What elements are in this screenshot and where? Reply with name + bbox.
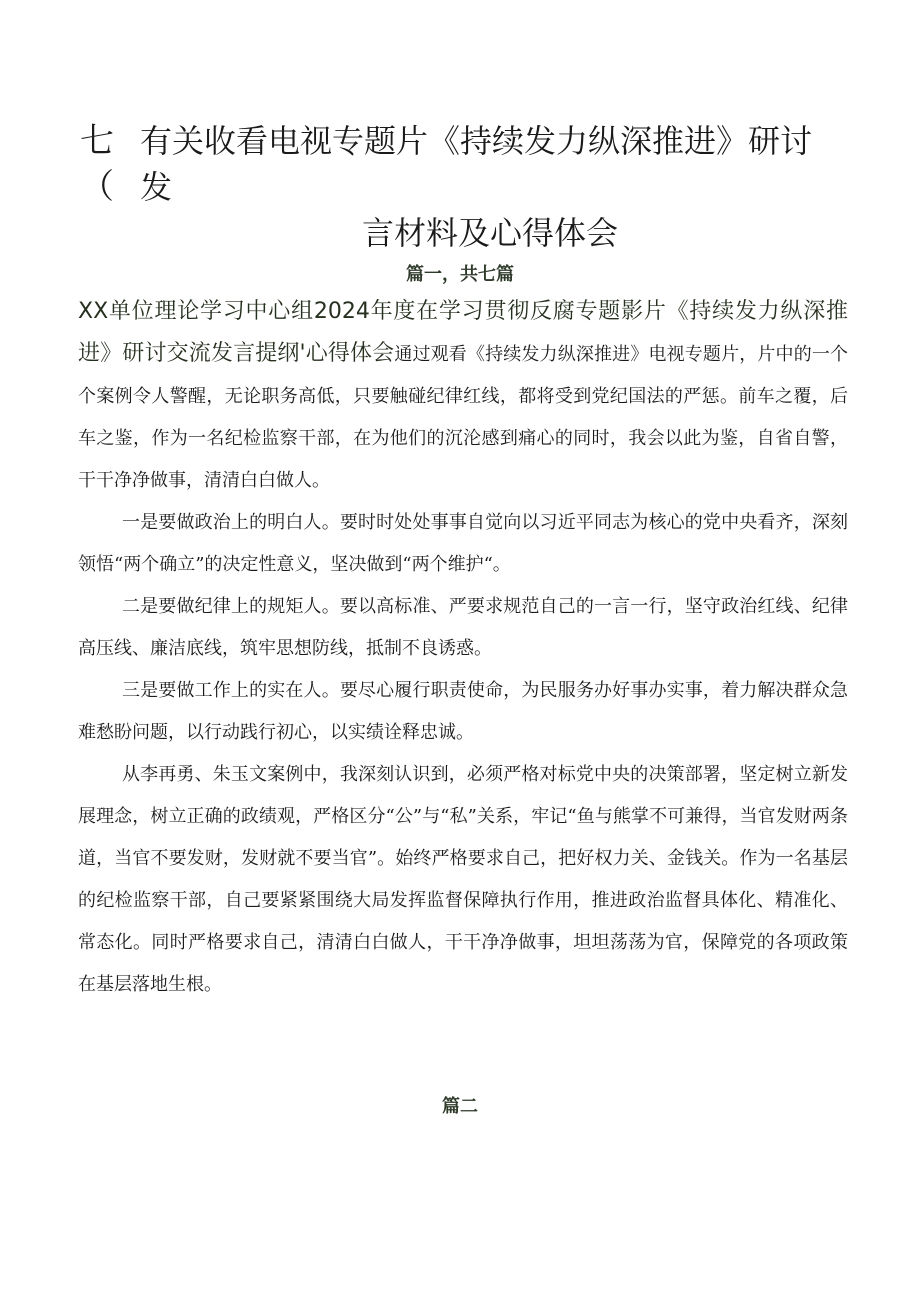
- article-lead-text: 通过观看《持续发力纵深推进》电视专题片，片中的一个个案例令人警醒，无论职务高低，只要触碰纪律红线，都将受到党纪国法的严惩。前车之覆，后车之鉴，作为一名纪检监察干部，在为他们的沉沦感到痛心的同时，我会以此为鉴，自省自警，干干净净做事，清清白白做人。: [78, 344, 848, 491]
- paragraph-3: 三是要做工作上的实在人。要尽心履行职责使命，为民服务办好事办实事，着力解决群众急难愁盼问题，以行动践行初心，以实绩诠释忠诚。: [78, 680, 848, 743]
- document-title: [140, 118, 840, 256]
- document-title-line-1: 有关收看电视专题片《持续发力纵深推进》研讨发: [140, 122, 813, 206]
- title-prefix: [80, 118, 120, 210]
- article-lead: [78, 292, 848, 502]
- document-title-line-2: 言材料及心得体会: [361, 214, 618, 252]
- title-prefix-line-2: （: [80, 167, 114, 207]
- section-heading-1: 篇一，共七篇: [406, 264, 514, 285]
- article-body: [78, 292, 848, 1006]
- title-prefix-line-1: 七: [80, 121, 114, 161]
- paragraph-1: 一是要做政治上的明白人。要时时处处事事自觉向以习近平同志为核心的党中央看齐，深刻领悟“两个确立”的决定性意义，坚决做到“两个维护“。: [78, 512, 848, 575]
- paragraph-4: 从李再勇、朱玉文案例中，我深刻认识到，必须严格对标党中央的决策部署，坚定树立新发展理念，树立正确的政绩观，严格区分“公”与“私”关系，牢记“鱼与熊掌不可兼得，当官发财两条道，当官不要发财，发财就不要当官”。始终严格要求自己，把好权力关、金钱关。作为一名基层的纪检监察干部，自己要紧紧围绕大局发挥监督保障执行作用，推进政治监督具体化、精准化、常态化。同时严格要求自己，清清白白做人，干干净净做事，坦坦荡荡为官，保障党的各项政策在基层落地生根。: [78, 764, 848, 995]
- paragraph-2: 二是要做纪律上的规矩人。要以高标准、严要求规范自己的一言一行，坚守政治红线、纪律高压线、廉洁底线，筑牢思想防线，抵制不良诱惑。: [78, 596, 848, 659]
- section-heading-2: 篇二: [442, 1096, 478, 1117]
- article-subtitle: XX单位理论学习中心组2024年度在学习贯彻反腐专题影片《持续发力纵深推进》研讨交流发言提纲'心得体会: [78, 299, 848, 366]
